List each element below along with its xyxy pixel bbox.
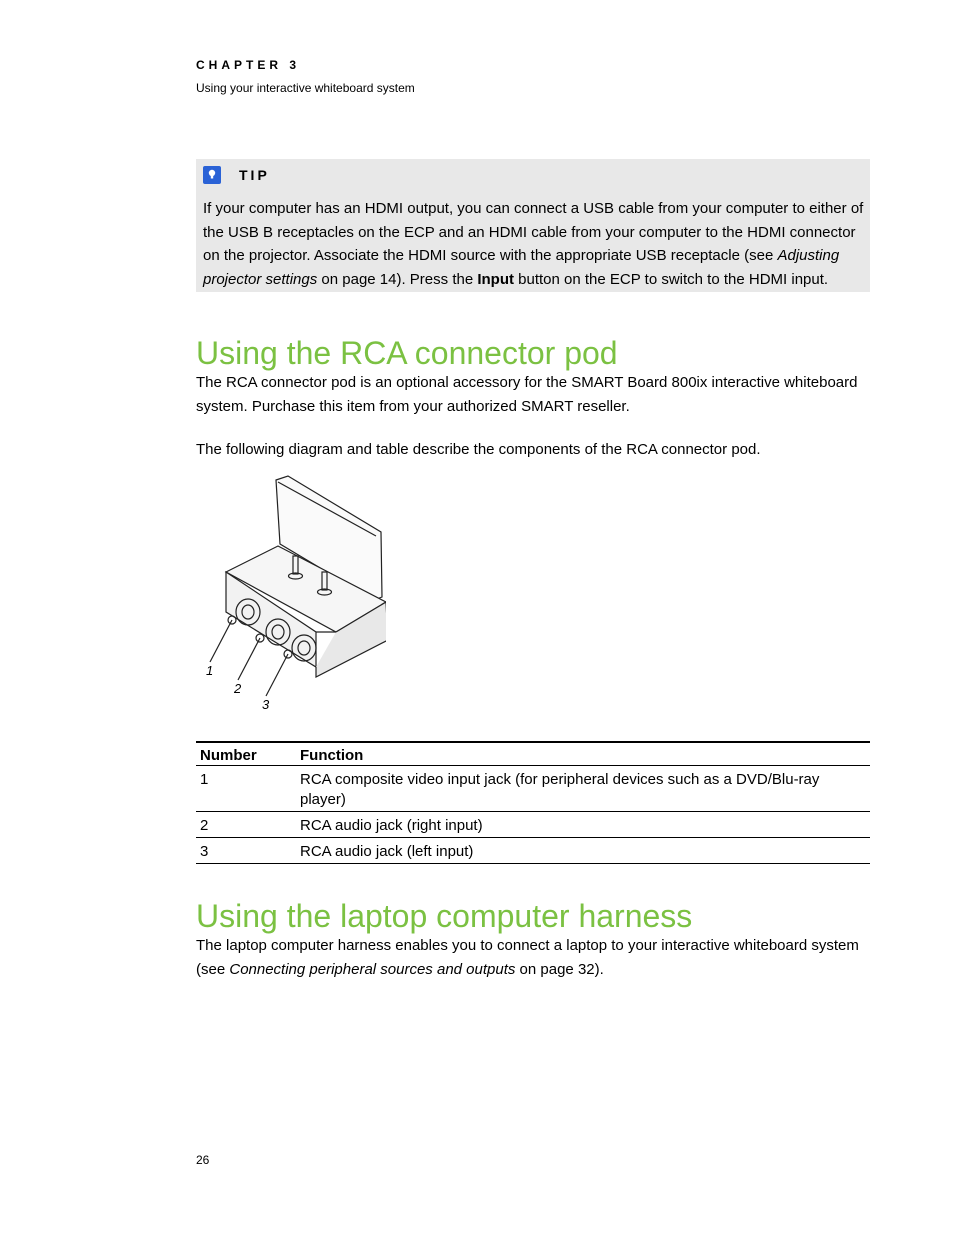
table-row	[196, 766, 870, 812]
link-connecting-peripheral-sources[interactable]: Connecting peripheral sources and outputs	[229, 961, 516, 978]
callout-1: 1	[206, 663, 214, 678]
table-cell-function: RCA audio jack (right input)	[296, 812, 870, 838]
table-header-function: Function	[296, 742, 870, 766]
page-number: 26	[196, 1153, 210, 1167]
chapter-label: CHAPTER 3	[196, 58, 301, 72]
tip-lightbulb-icon	[203, 166, 221, 184]
rca-connector-pod-diagram	[196, 472, 386, 714]
tip-link-adjusting-projector-settings[interactable]: Adjusting projector settings	[203, 247, 840, 288]
table-row	[196, 812, 870, 838]
callout-2: 2	[234, 681, 242, 696]
table-cell-number: 2	[196, 812, 296, 838]
rca-components-table	[196, 741, 870, 864]
table-cell-number: 3	[196, 838, 296, 864]
table-cell-function: RCA audio jack (left input)	[296, 838, 870, 864]
table-header-row	[196, 742, 870, 766]
laptop-section-heading: Using the laptop computer harness	[196, 898, 693, 934]
rca-section-heading: Using the RCA connector pod	[196, 335, 618, 371]
input-bold-text: Input	[477, 270, 514, 288]
laptop-intro-paragraph: The laptop computer harness enables you to connect a laptop to your interactive whiteboard system (see Connecting peripheral sources and outputs on page 32).	[196, 937, 859, 978]
callout-3: 3	[262, 697, 270, 712]
rca-diagram-intro-paragraph: The following diagram and table describe the components of the RCA connector pod.	[196, 441, 761, 458]
tip-title: TIP	[239, 167, 270, 183]
chapter-subtitle: Using your interactive whiteboard system	[196, 81, 415, 95]
tip-text: If your computer has an HDMI output, you can connect a USB cable from your computer to either of the USB B receptacles on the ECP and an HDMI cable from your computer to the HDMI connector on the projector. Associate the HDMI source with the appropriate USB receptacle (see Adjusting projector settings on page 14). Press the Input button on the ECP to switch to the HDMI input.	[203, 200, 864, 288]
table-header-number: Number	[196, 742, 296, 766]
table-row	[196, 838, 870, 864]
tip-box	[196, 159, 870, 292]
table-cell-number: 1	[196, 766, 296, 812]
table-cell-function: RCA composite video input jack (for peripheral devices such as a DVD/Blu-ray player)	[296, 766, 870, 812]
rca-intro-paragraph: The RCA connector pod is an optional accessory for the SMART Board 800ix interactive whiteboard system. Purchase this item from your authorized SMART reseller.	[196, 374, 858, 415]
